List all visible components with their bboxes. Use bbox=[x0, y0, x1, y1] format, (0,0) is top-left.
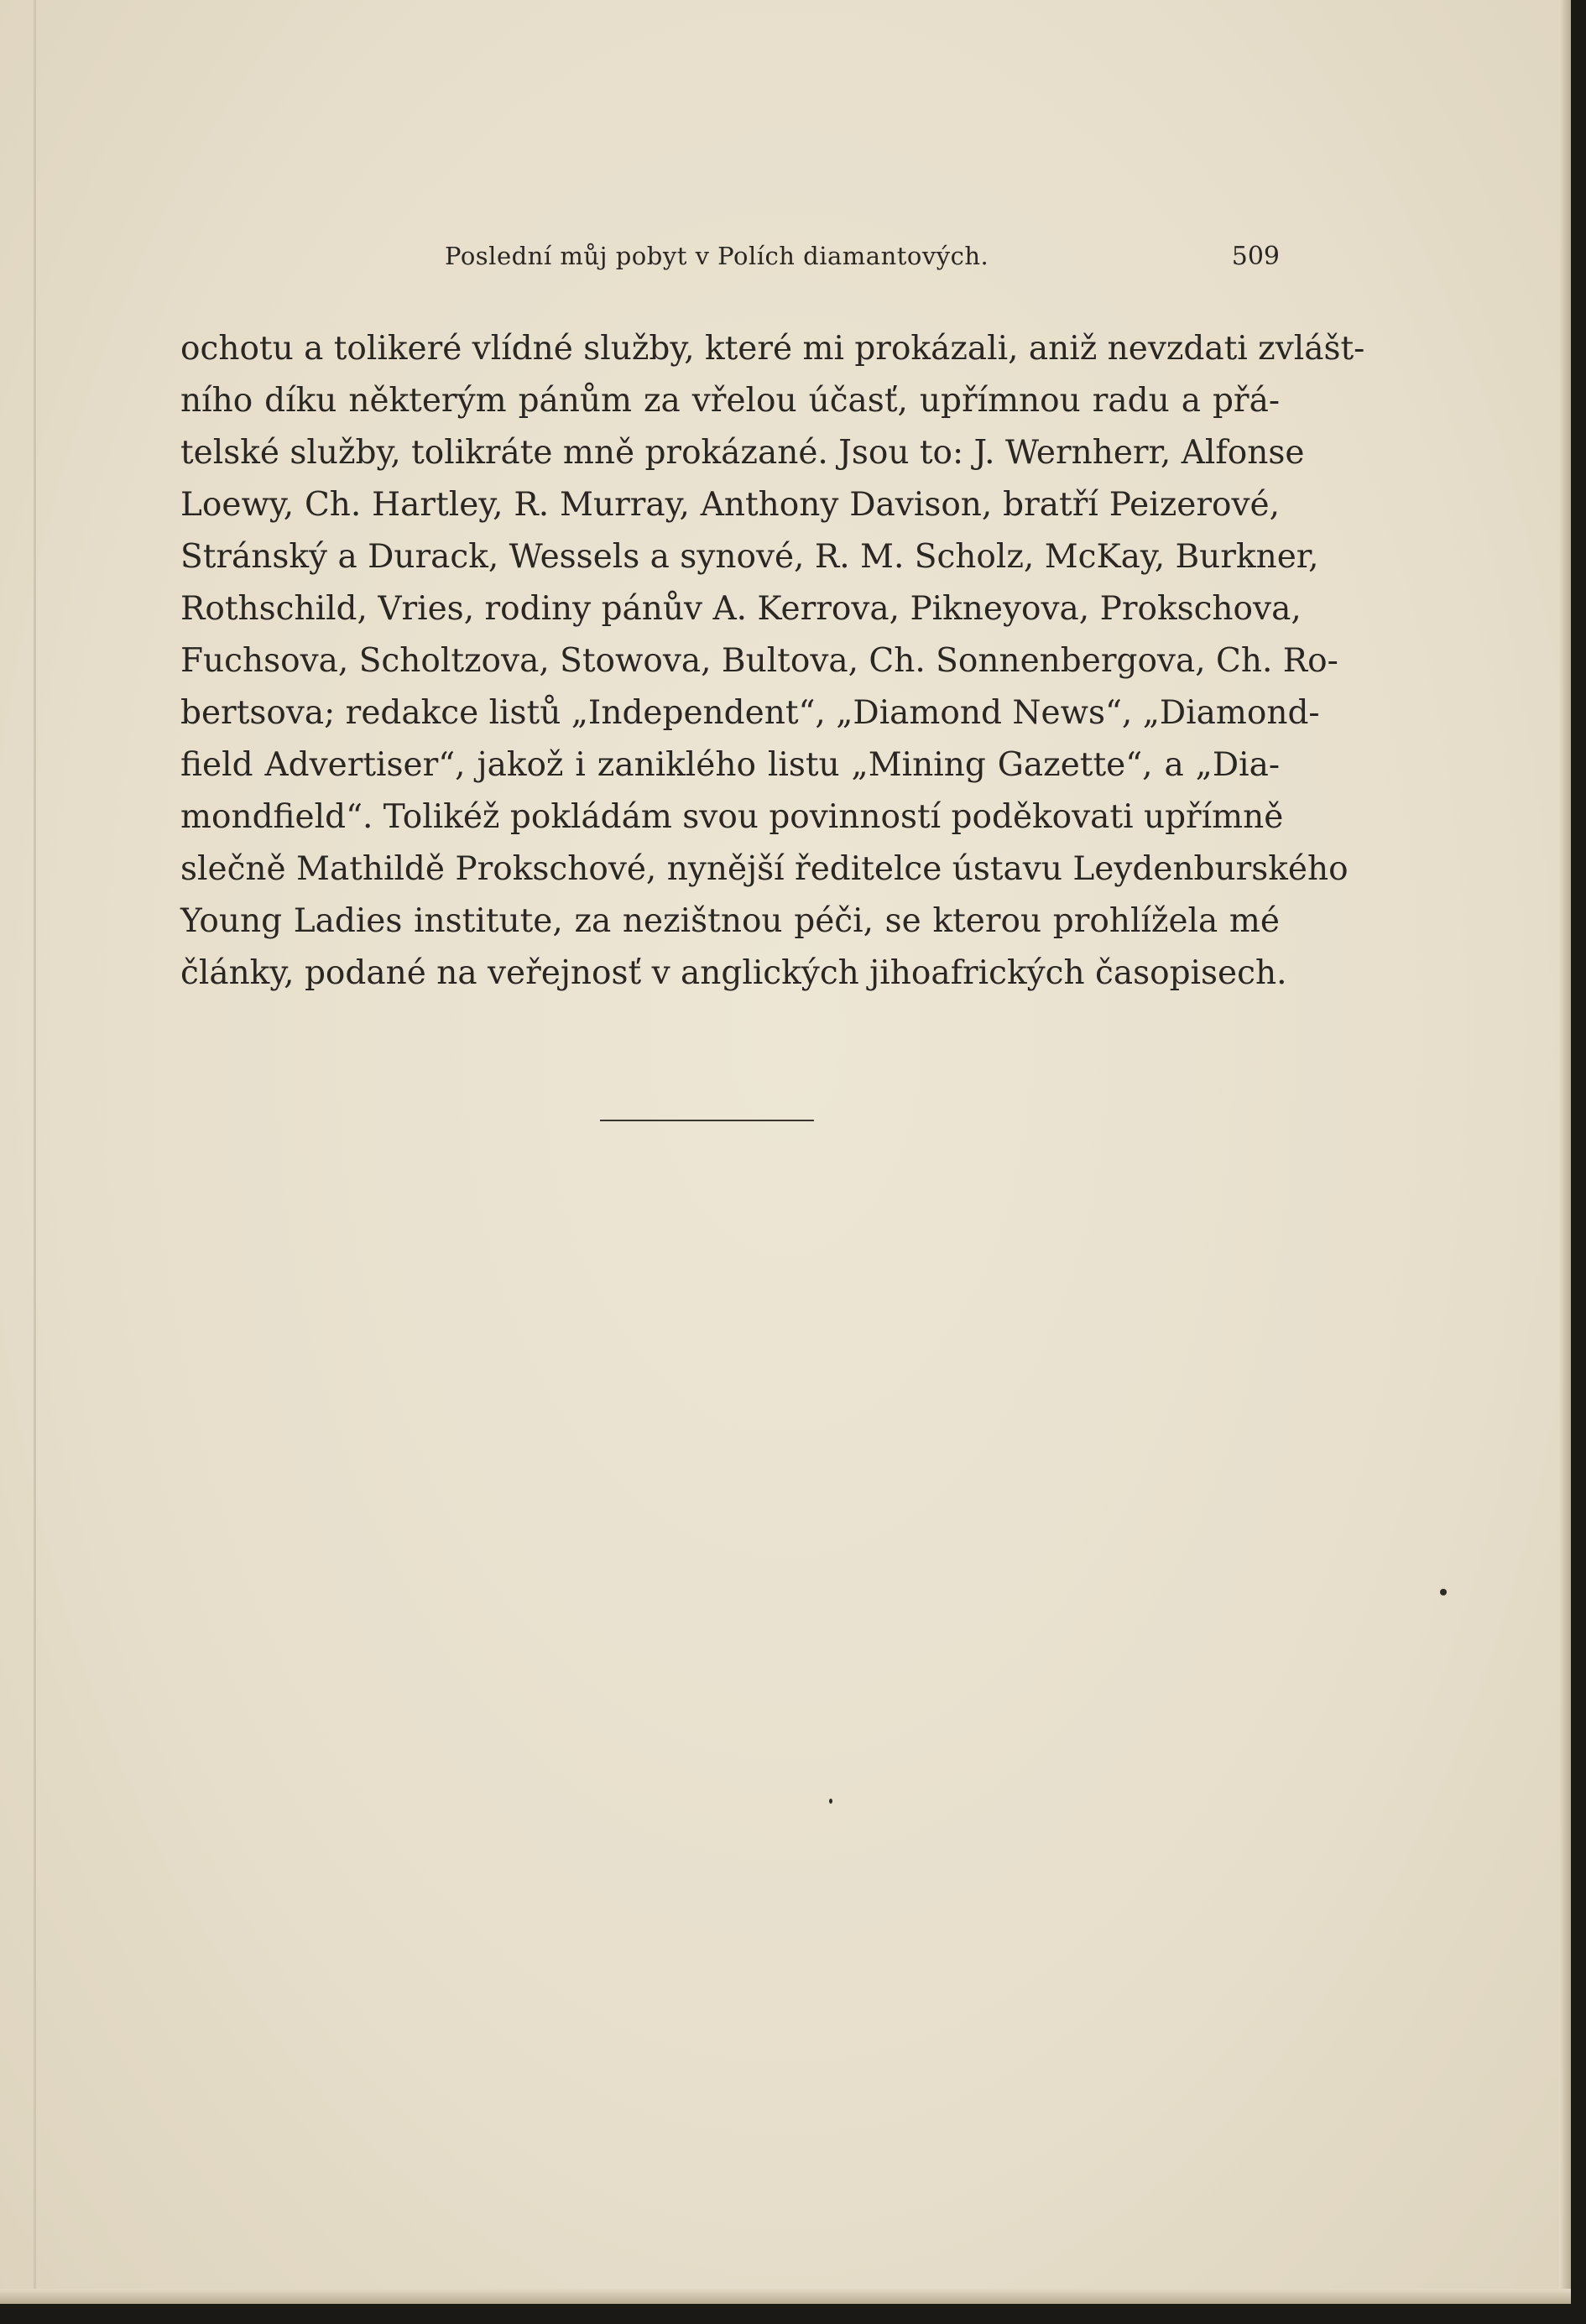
page-edge-right bbox=[1559, 0, 1571, 2304]
text-line: Loewy, Ch. Hartley, R. Murray, Anthony Davison, bratří Peizerové, bbox=[180, 486, 1280, 524]
text-line: telské služby, tolikráte mně prokázané. Jsou to: J. Wernherr, Alfonse bbox=[180, 434, 1305, 472]
text-line: field Advertiser“, jakož i zaniklého listu „Mining Gazette“, a „Dia- bbox=[180, 746, 1280, 784]
text-line: Fuchsova, Scholtzova, Stowova, Bultova, Ch. Sonnenbergova, Ch. Ro- bbox=[180, 642, 1338, 680]
ink-speck bbox=[1440, 1589, 1447, 1595]
section-end-rule bbox=[600, 1120, 814, 1121]
running-head: Poslední můj pobyt v Polích diamantových. bbox=[445, 242, 989, 270]
text-line: mondfield“. Tolikéž pokládám svou povinností poděkovati upřímně bbox=[180, 798, 1284, 836]
ink-speck bbox=[829, 1799, 832, 1804]
text-line: Stránský a Durack, Wessels a synové, R. M. Scholz, McKay, Burkner, bbox=[180, 538, 1319, 576]
page-edge-bottom bbox=[0, 2289, 1571, 2304]
text-line: slečně Mathildě Prokschové, nynější ředitelce ústavu Leydenburského bbox=[180, 850, 1349, 888]
text-line: Rothschild, Vries, rodiny pánův A. Kerrova, Pikneyova, Prokschova, bbox=[180, 590, 1302, 628]
body-paragraph bbox=[180, 323, 1365, 1000]
text-line: ochotu a tolikeré vlídné služby, které mi prokázali, aniž nevzdati zvlášt- bbox=[180, 330, 1365, 368]
text-line: ního díku některým pánům za vřelou účasť, upřímnou radu a přá- bbox=[180, 382, 1280, 420]
text-line: Young Ladies institute, za nezištnou péči, se kterou prohlížela mé bbox=[180, 902, 1280, 940]
text-line: články, podané na veřejnosť v anglických jihoafrických časopisech. bbox=[180, 954, 1287, 992]
page-number: 509 bbox=[1231, 242, 1280, 271]
page-header bbox=[180, 242, 1280, 275]
gutter-line bbox=[34, 0, 36, 2304]
text-line: bertsova; redakce listů „Independent“, „Diamond News“, „Diamond- bbox=[180, 694, 1320, 732]
